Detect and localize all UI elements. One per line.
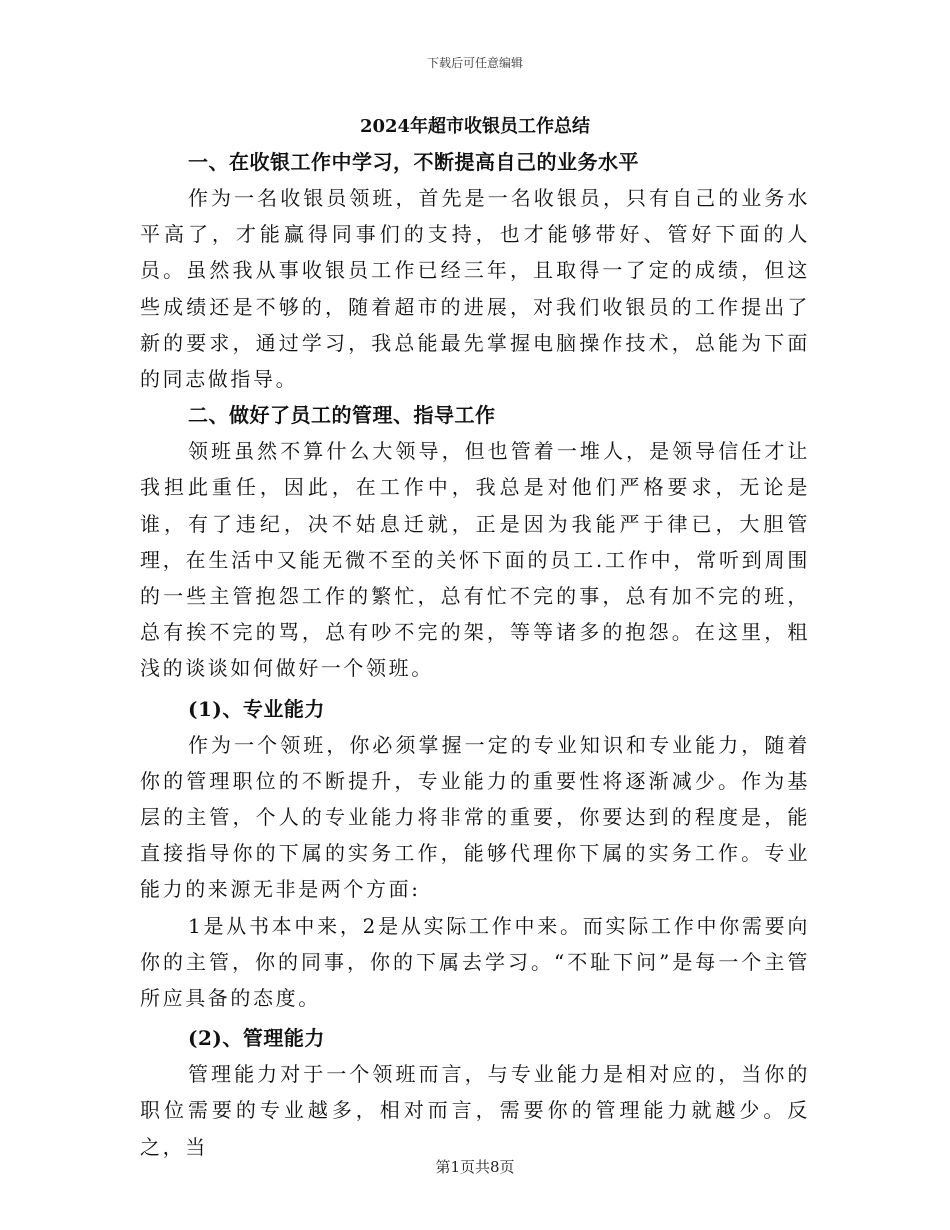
paragraph-4: 1是从书本中来，2是从实际工作中来。而实际工作中你需要向你的主管，你的同事，你的下属去学习。“不耻下问”是每一个主管所应具备的态度。 — [140, 913, 810, 1011]
paragraph-5: 管理能力对于一个领班而言，与专业能力是相对应的，当你的职位需要的专业越多，相对而言，需要你的管理能力就越少。反之，当 — [140, 1062, 810, 1159]
section-heading-2: 二、做好了员工的管理、指导工作 — [188, 403, 496, 428]
section-heading-4: (2)、管理能力 — [188, 1026, 325, 1051]
page-number: 第1页共8页 — [435, 1158, 515, 1176]
header-note: 下载后可任意编辑 — [426, 56, 523, 70]
paragraph-3: 作为一个领班，你必须掌握一定的专业知识和专业能力，随着你的管理职位的不断提升，专业能力的重要性将逐渐减少。作为基层的主管，个人的专业能力将非常的重要，你要达到的程度是，能直接指导你的下属的实务工作，能够代理你下属的实务工作。专业能力的来源无非是两个方面: — [140, 732, 810, 902]
document-body — [140, 112, 810, 1165]
paragraph-2: 领班虽然不算什么大领导，但也管着一堆人，是领导信任才让我担此重任，因此，在工作中，我总是对他们严格要求，无论是谁，有了违纪，决不姑息迁就，正是因为我能严于律已，大胆管理，在生活中又能无微不至的关怀下面的员工.工作中，常听到周围的一些主管抱怨工作的繁忙，总有忙不完的事，总有加不完的班，总有挨不完的骂，总有吵不完的架，等等诸多的抱怨。在这里，粗浅的谈谈如何做好一个领班。 — [140, 439, 810, 681]
section-heading-3: (1)、专业能力 — [188, 696, 325, 721]
section-heading-1: 一、在收银工作中学习，不断提高自己的业务水平 — [188, 150, 639, 174]
paragraph-1: 作为一名收银员领班，首先是一名收银员，只有自己的业务水平高了，才能赢得同事们的支持，也才能够带好、管好下面的人员。虽然我从事收银员工作已经三年，且取得一了定的成绩，但这些成绩还是不够的，随着超市的进展，对我们收银员的工作提出了新的要求，通过学习，我总能最先掌握电脑操作技术，总能为下面的同志做指导。 — [140, 186, 810, 392]
document-title: 2024年超市收银员工作总结 — [359, 116, 591, 137]
